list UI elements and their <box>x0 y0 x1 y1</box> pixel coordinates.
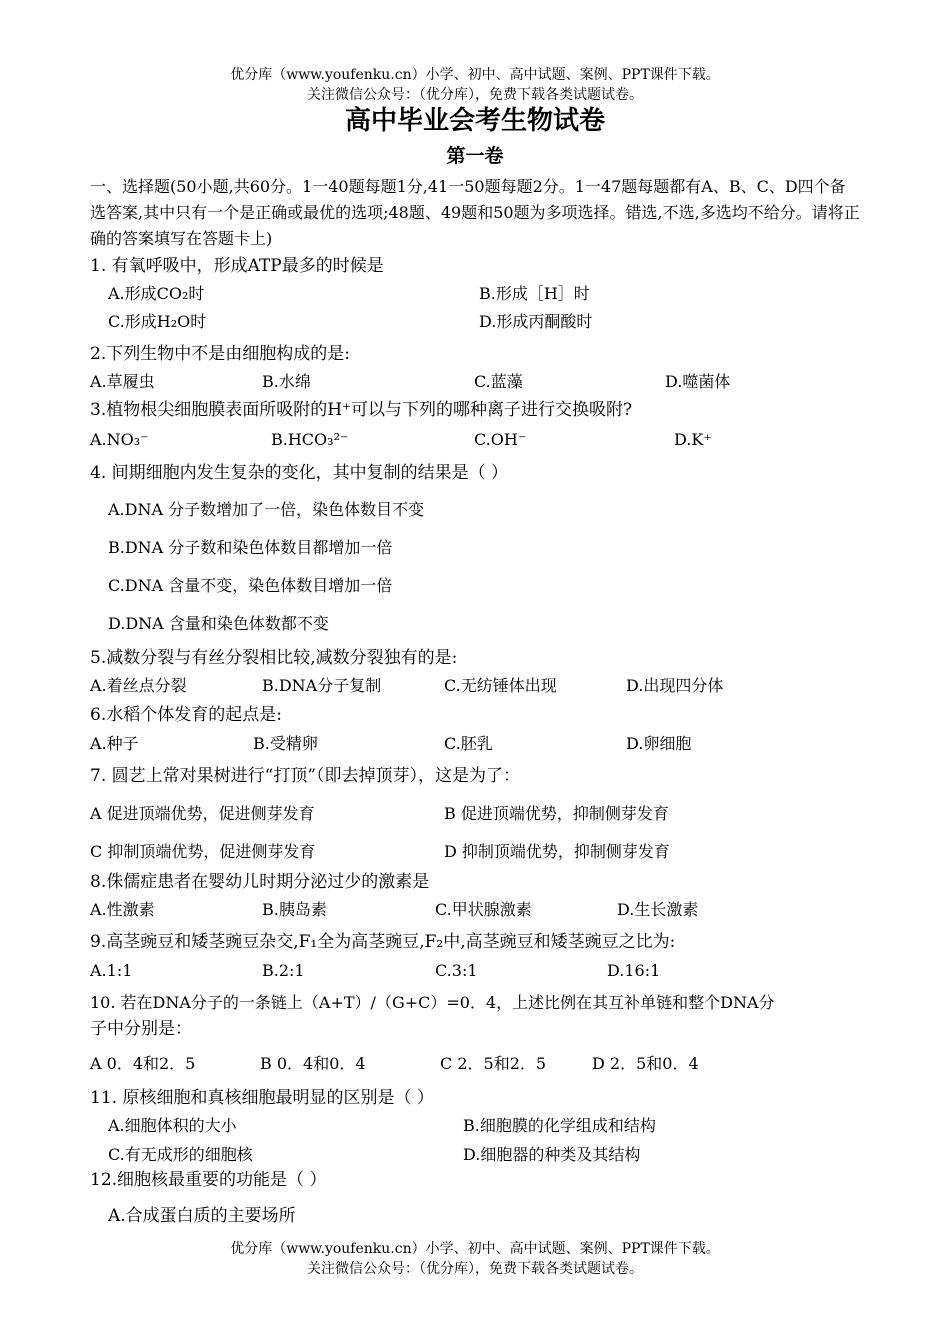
header-line-2: 关注微信公众号：（优分库），免费下载各类试题试卷。 <box>307 87 643 103</box>
question-7-option-c: C 抑制顶端优势，促进侧芽发育 <box>90 842 316 861</box>
question-5-stem: 5.减数分裂与有丝分裂相比较,减数分裂独有的是: <box>90 648 458 668</box>
question-4-stem: 4. 间期细胞内发生复杂的变化，其中复制的结果是（ ） <box>90 463 509 483</box>
question-1-option-b: B.形成［H］时 <box>479 284 590 303</box>
question-4-option-a: A.DNA 分子数增加了一倍，染色体数目不变 <box>108 500 425 519</box>
header-line-1: 优分库（www.youfenku.cn）小学、初中、高中试题、案例、PPT课件下载。 <box>230 67 720 83</box>
question-2-option-d: D.噬菌体 <box>665 372 731 391</box>
question-11-option-a: A.细胞体积的大小 <box>108 1116 237 1135</box>
question-1-option-d: D.形成丙酮酸时 <box>479 312 593 331</box>
question-2-stem: 2.下列生物中不是由细胞构成的是: <box>90 344 350 364</box>
question-9-option-c: C.3:1 <box>435 961 478 980</box>
question-8-option-d: D.生长激素 <box>617 900 699 919</box>
question-9-option-a: A.1:1 <box>90 961 133 980</box>
question-10-stem-line-2: 子中分别是： <box>90 1019 192 1039</box>
question-8-option-b: B.胰岛素 <box>262 900 327 919</box>
question-7-stem: 7. 圆艺上常对果树进行“打顶”（即去掉顶芽），这是为了： <box>90 766 521 786</box>
question-9-option-d: D.16:1 <box>607 961 661 980</box>
question-3-option-b: B.HCO₃²⁻ <box>271 430 349 449</box>
question-6-option-a: A.种子 <box>90 734 139 753</box>
question-1-option-c: C.形成H₂O时 <box>108 312 207 331</box>
question-11-option-c: C.有无成形的细胞核 <box>108 1145 253 1164</box>
question-4-option-b: B.DNA 分子数和染色体数目都增加一倍 <box>108 538 393 557</box>
question-12-stem: 12.细胞核最重要的功能是（ ） <box>90 1170 327 1190</box>
footer-line-2: 关注微信公众号：（优分库），免费下载各类试题试卷。 <box>307 1261 643 1277</box>
question-5-option-b: B.DNA分子复制 <box>262 676 382 695</box>
question-6-option-b: B.受精卵 <box>253 734 318 753</box>
question-3-option-c: C.OH⁻ <box>474 430 527 449</box>
question-3-option-a: A.NO₃⁻ <box>90 430 149 449</box>
footer-line-1: 优分库（www.youfenku.cn）小学、初中、高中试题、案例、PPT课件下载。 <box>230 1241 720 1257</box>
question-6-option-d: D.卵细胞 <box>626 734 692 753</box>
question-8-stem: 8.侏儒症患者在婴幼儿时期分泌过少的激素是 <box>90 872 430 892</box>
question-2-option-c: C.蓝藻 <box>474 372 523 391</box>
question-2-option-a: A.草履虫 <box>90 372 155 391</box>
question-3-stem: 3.植物根尖细胞膜表面所吸附的H⁺可以与下列的哪种离子进行交换吸附? <box>90 400 633 420</box>
question-10-option-a: A 0．4和2．5 <box>90 1054 196 1073</box>
question-4-option-d: D.DNA 含量和染色体数都不变 <box>108 614 329 633</box>
question-4-option-c: C.DNA 含量不变，染色体数目增加一倍 <box>108 576 393 595</box>
question-11-option-d: D.细胞器的种类及其结构 <box>463 1145 641 1164</box>
question-7-option-d: D 抑制顶端优势，抑制侧芽发育 <box>444 842 670 861</box>
question-10-option-d: D 2．5和0．4 <box>592 1054 699 1073</box>
question-6-option-c: C.胚乳 <box>444 734 493 753</box>
question-6-stem: 6.水稻个体发育的起点是: <box>90 705 282 725</box>
question-10-stem-line-1: 10. 若在DNA分子的一条链上（A+T）/（G+C）=0．4，上述比例在其互补单链和整个DNA分 <box>90 993 775 1012</box>
question-10-option-b: B 0．4和0．4 <box>260 1054 366 1073</box>
section-intro: 一、选择题(50小题,共60分。1一40题每题1分,41一50题每题2分。1一47题每题都有A、B、C、D四个备选答案,其中只有一个是正确或最优的选项;48题、49题和50题为多项选择。错选,不选,多选均不给分。请将正确的答案填写在答题卡上) <box>90 177 860 248</box>
question-8-option-c: C.甲状腺激素 <box>435 900 532 919</box>
question-7-option-b: B 促进顶端优势，抑制侧芽发育 <box>444 804 669 823</box>
question-2-option-b: B.水绵 <box>262 372 311 391</box>
question-5-option-d: D.出现四分体 <box>626 676 724 695</box>
question-10-option-c: C 2．5和2．5 <box>440 1054 547 1073</box>
question-9-stem: 9.高茎豌豆和矮茎豌豆杂交,F₁全为高茎豌豆,F₂中,高茎豌豆和矮茎豌豆之比为: <box>90 932 676 952</box>
question-8-option-a: A.性激素 <box>90 900 155 919</box>
question-3-option-d: D.K⁺ <box>674 430 712 449</box>
question-1-stem: 1. 有氧呼吸中，形成ATP最多的时候是 <box>90 256 384 276</box>
question-7-option-a: A 促进顶端优势，促进侧芽发育 <box>90 804 315 823</box>
question-9-option-b: B.2:1 <box>262 961 305 980</box>
question-11-stem: 11. 原核细胞和真核细胞最明显的区别是（ ） <box>90 1088 434 1108</box>
page-title: 高中毕业会考生物试卷 <box>344 106 605 136</box>
question-11-option-b: B.细胞膜的化学组成和结构 <box>463 1116 656 1135</box>
question-5-option-c: C.无纺锤体出现 <box>444 676 557 695</box>
question-5-option-a: A.着丝点分裂 <box>90 676 187 695</box>
question-12-option-a: A.合成蛋白质的主要场所 <box>108 1206 296 1226</box>
page-subtitle: 第一卷 <box>446 145 504 167</box>
question-1-option-a: A.形成CO₂时 <box>108 284 205 303</box>
